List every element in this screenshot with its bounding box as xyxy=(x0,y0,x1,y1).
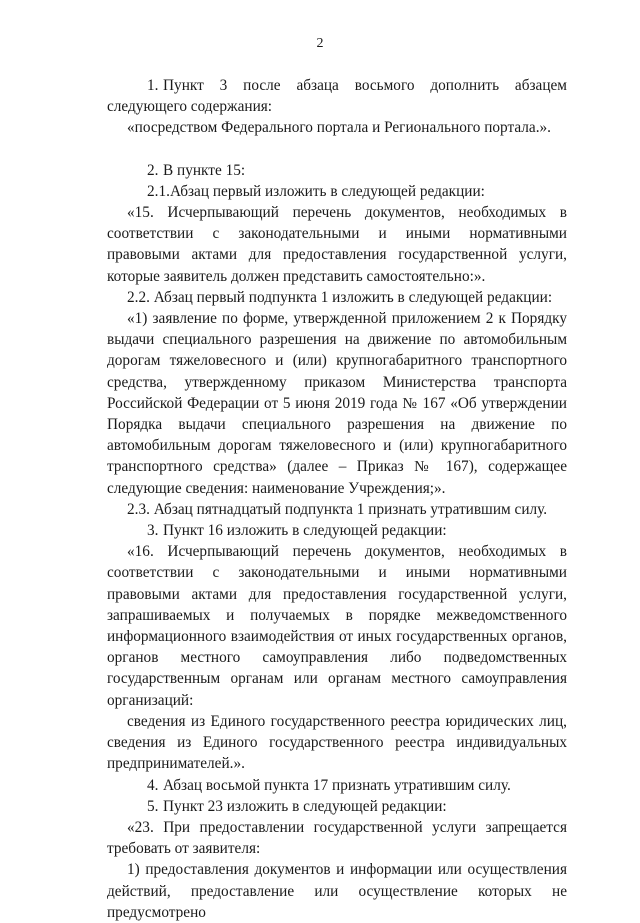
paragraph-text: 2.3. Абзац пятнадцатый подпункта 1 признать утратившим силу. xyxy=(127,500,548,518)
paragraph-text: Пункт 3 после абзаца восьмого дополнить абзацем следующего содержания: xyxy=(107,77,567,116)
document-body xyxy=(107,75,567,923)
paragraph-text: 2.2. Абзац первый подпункта 1 изложить в следующей редакции: xyxy=(127,288,553,306)
paragraph-item-3 xyxy=(107,520,567,541)
paragraph-text: Абзац восьмой пункта 17 признать утратившим силу. xyxy=(163,776,511,794)
paragraph-number: 2. xyxy=(147,161,159,179)
paragraph-text: «23. При предоставлении государственной услуги запрещается требовать от заявителя: xyxy=(107,818,567,858)
paragraph-item-1 xyxy=(107,75,567,117)
paragraph-number: 5. xyxy=(147,797,159,815)
paragraph-item-2 xyxy=(107,160,567,181)
paragraph-registry-info xyxy=(107,711,567,775)
paragraph-text: 1) предоставления документов и информации или осуществления действий, предоставление или осуществление которых не предусмотрено xyxy=(107,861,567,921)
page-number: 2 xyxy=(316,36,324,51)
paragraph-subitem-1 xyxy=(107,859,567,923)
paragraph-quote-23 xyxy=(107,817,567,859)
paragraph-number: 3. xyxy=(147,522,159,540)
paragraph-text: «1) заявление по форме, утвержденной приложением 2 к Порядку выдачи специального разрешения на движение по автомобильным дорогам тяжеловесного и (или) крупногабаритного транспортного средства, утвержденному приказом Министерства транспорта Российской Федерации от 5 июня 2019 года № 167 «Об утверждении Порядка выдачи специального разрешения на движение по автомобильным дорогам тяжеловесного и (или) крупногабаритного транспортного средства» (далее – Приказ № 167), содержащее следующие сведения: наименование Учреждения;». xyxy=(107,310,567,497)
paragraph-text: «16. Исчерпывающий перечень документов, необходимых в соответствии с законодательными и иными нормативными правовыми актами для предоставления государственной услуги, запрашиваемых и получаемых в порядке межведомственного информационного взаимодействия от иных государственных органов, органов местного самоуправления либо подведомственных государственным органам или органам местного самоуправления организаций: xyxy=(107,543,567,709)
paragraph-text: «посредством Федерального портала и Регионального портала.». xyxy=(127,119,552,137)
paragraph-item-2-2 xyxy=(107,287,567,308)
paragraph-quote-16 xyxy=(107,541,567,711)
paragraph-item-2-3 xyxy=(107,499,567,520)
paragraph-number: 4. xyxy=(147,776,159,794)
paragraph-quote-1 xyxy=(107,308,567,499)
paragraph-text: В пункте 15: xyxy=(163,161,246,179)
paragraph-item-5 xyxy=(107,796,567,817)
paragraph-quote-portal xyxy=(107,117,567,138)
paragraph-text: Пункт 23 изложить в следующей редакции: xyxy=(163,797,447,815)
blank-line xyxy=(107,139,567,160)
paragraph-number: 2.1. xyxy=(147,182,170,200)
paragraph-text: «15. Исчерпывающий перечень документов, необходимых в соответствии с законодательными и иными нормативными правовыми актами для предоставления государственной услуги, которые заявитель должен представить самостоятельно:». xyxy=(107,204,567,285)
paragraph-number: 1. xyxy=(147,77,159,94)
paragraph-text: Абзац первый изложить в следующей редакции: xyxy=(169,182,485,200)
paragraph-item-4 xyxy=(107,775,567,796)
paragraph-item-2-1 xyxy=(107,181,567,202)
paragraph-text: сведения из Единого государственного реестра юридических лиц, сведения из Единого государственного реестра индивидуальных предпринимателей.». xyxy=(107,712,567,773)
paragraph-text: Пункт 16 изложить в следующей редакции: xyxy=(163,522,447,540)
paragraph-quote-15 xyxy=(107,202,567,287)
